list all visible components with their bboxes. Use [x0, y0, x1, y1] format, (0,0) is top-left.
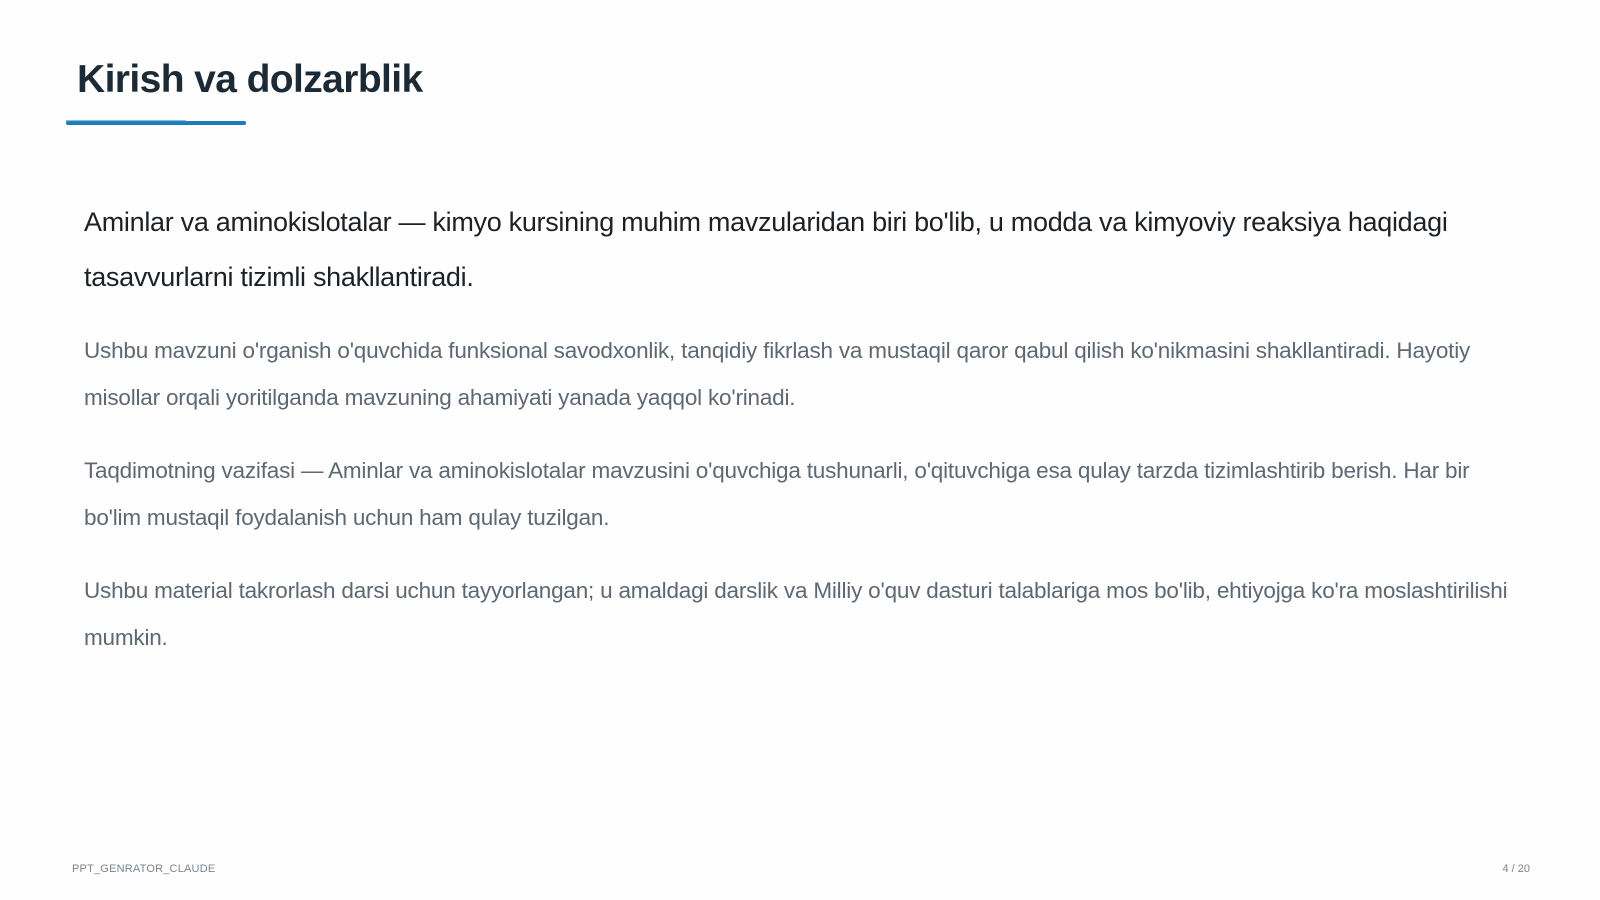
title-underline-highlight [66, 120, 186, 122]
lead-paragraph: Aminlar va aminokislotalar — kimyo kursining muhim mavzularidan biri bo'lib, u modda va kimyoviy reaksiya haqidagi tasavvurlarni tizimli shakllantiradi. [84, 207, 1448, 292]
page-number: 4 / 20 [1502, 863, 1530, 875]
body-paragraph-3: Ushbu material takrorlash darsi uchun tayyorlangan; u amaldagi darslik va Milliy o'quv dasturi talablariga mos bo'lib, ehtiyojga ko'ra moslashtirilishi mumkin. [84, 578, 1508, 650]
footer-source: PPT_GENRATOR_CLAUDE [72, 863, 216, 875]
body-paragraph-2: Taqdimotning vazifasi — Aminlar va aminokislotalar mavzusini o'quvchiga tushunarli, o'qituvchiga esa qulay tarzda tizimlashtirib berish. Har bir bo'lim mustaqil foydalanish uchun ham qulay tuzilgan. [84, 458, 1470, 530]
slide-title: Kirish va dolzarblik [77, 58, 423, 101]
slide-content [84, 195, 1524, 687]
body-paragraph-1: Ushbu mavzuni o'rganish o'quvchida funksional savodxonlik, tanqidiy fikrlash va mustaqil qaror qabul qilish ko'nikmasini shakllantiradi. Hayotiy misollar orqali yoritilganda mavzuning ahamiyati yanada yaqqol ko'rinadi. [84, 338, 1471, 410]
